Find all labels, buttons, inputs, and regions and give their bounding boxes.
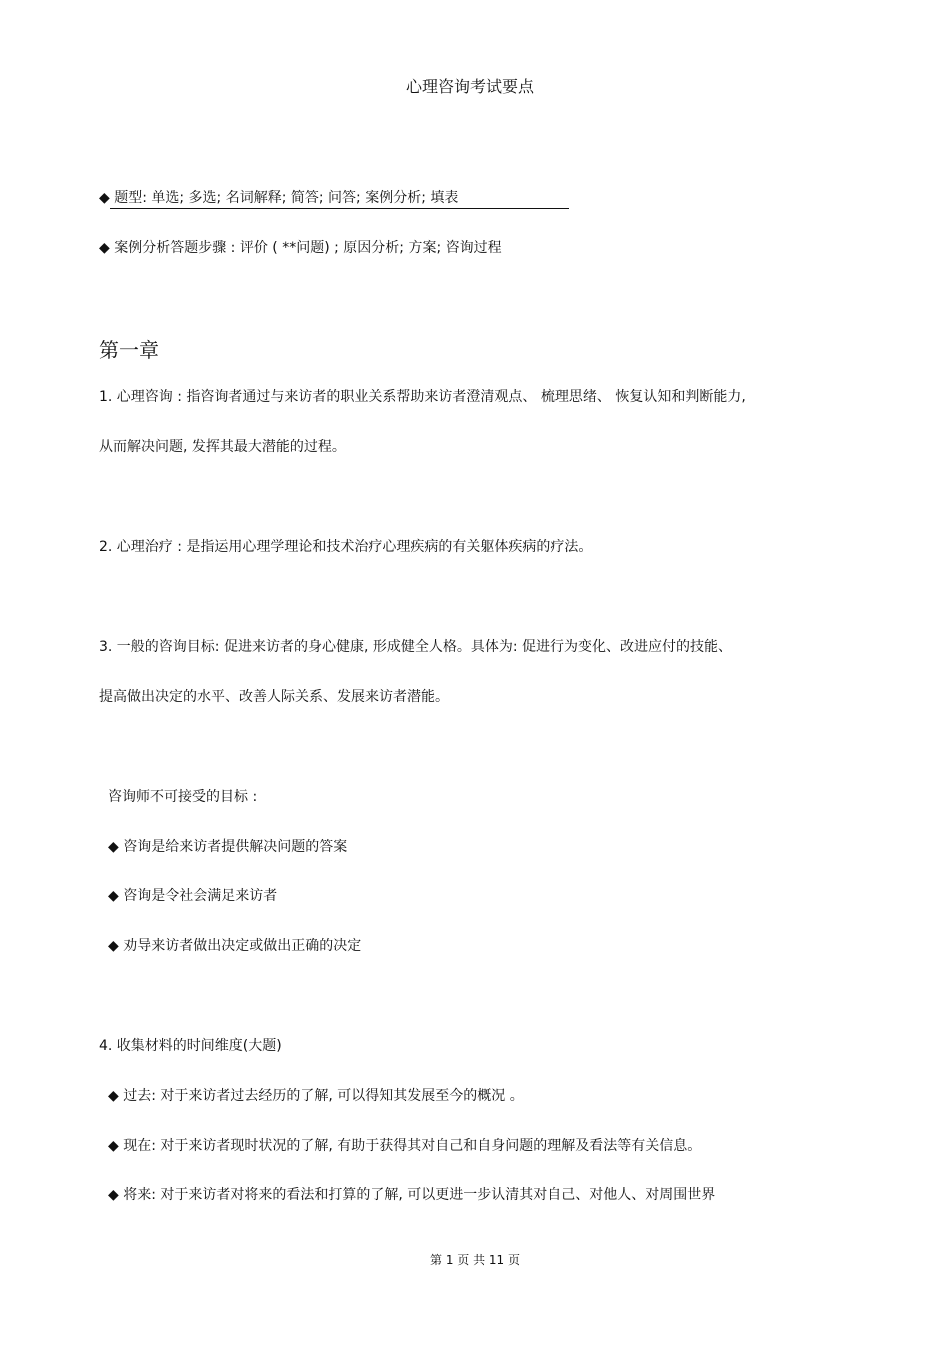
- time-dimension-future: ◆ 将来: 对于来访者对将来的看法和打算的了解, 可以更进一步认清其对自己、对他人、对周围世界: [108, 1187, 716, 1203]
- time-dimension-past: ◆ 过去: 对于来访者过去经历的了解, 可以得知其发展至今的概况 。: [108, 1088, 524, 1104]
- item-1-line-2: 从而解决问题, 发挥其最大潜能的过程。: [99, 439, 346, 455]
- item-3-line-1: 3. 一般的咨询目标: 促进来访者的身心健康, 形成健全人格。具体为: 促进行为变化、改进应付的技能、: [99, 639, 733, 655]
- case-steps-line: ◆ 案例分析答题步骤 : 评价 ( **问题) ; 原因分析; 方案; 咨询过程: [99, 240, 502, 256]
- item-4-heading: 4. 收集材料的时间维度(大题): [99, 1038, 282, 1054]
- item-2: 2. 心理治疗 : 是指运用心理学理论和技术治疗心理疾病的有关躯体疾病的疗法。: [99, 539, 593, 555]
- unacceptable-goal-item: ◆ 劝导来访者做出决定或做出正确的决定: [108, 938, 362, 954]
- item-3-line-2: 提高做出决定的水平、改善人际关系、发展来访者潜能。: [99, 689, 449, 705]
- chapter-heading: 第一章: [99, 338, 159, 362]
- page-title: 心理咨询考试要点: [405, 77, 534, 96]
- item-1-line-1: 1. 心理咨询 : 指咨询者通过与来访者的职业关系帮助来访者澄清观点、 梳理思绪、 恢复认知和判断能力,: [99, 389, 746, 405]
- time-dimension-present: ◆ 现在: 对于来访者现时状况的了解, 有助于获得其对自己和自身问题的理解及看法等有关信息。: [108, 1138, 702, 1154]
- unacceptable-goal-item: ◆ 咨询是令社会满足来访者: [108, 888, 278, 904]
- question-types-line: ◆ 题型: 单选; 多选; 名词解释; 简答; 问答; 案例分析; 填表: [99, 190, 459, 206]
- underline-divider: [110, 208, 569, 209]
- page-number-footer: 第 1 页 共 11 页: [430, 1253, 520, 1267]
- unacceptable-goal-item: ◆ 咨询是给来访者提供解决问题的答案: [108, 839, 348, 855]
- unacceptable-goals-heading: 咨询师不可接受的目标 :: [108, 789, 258, 805]
